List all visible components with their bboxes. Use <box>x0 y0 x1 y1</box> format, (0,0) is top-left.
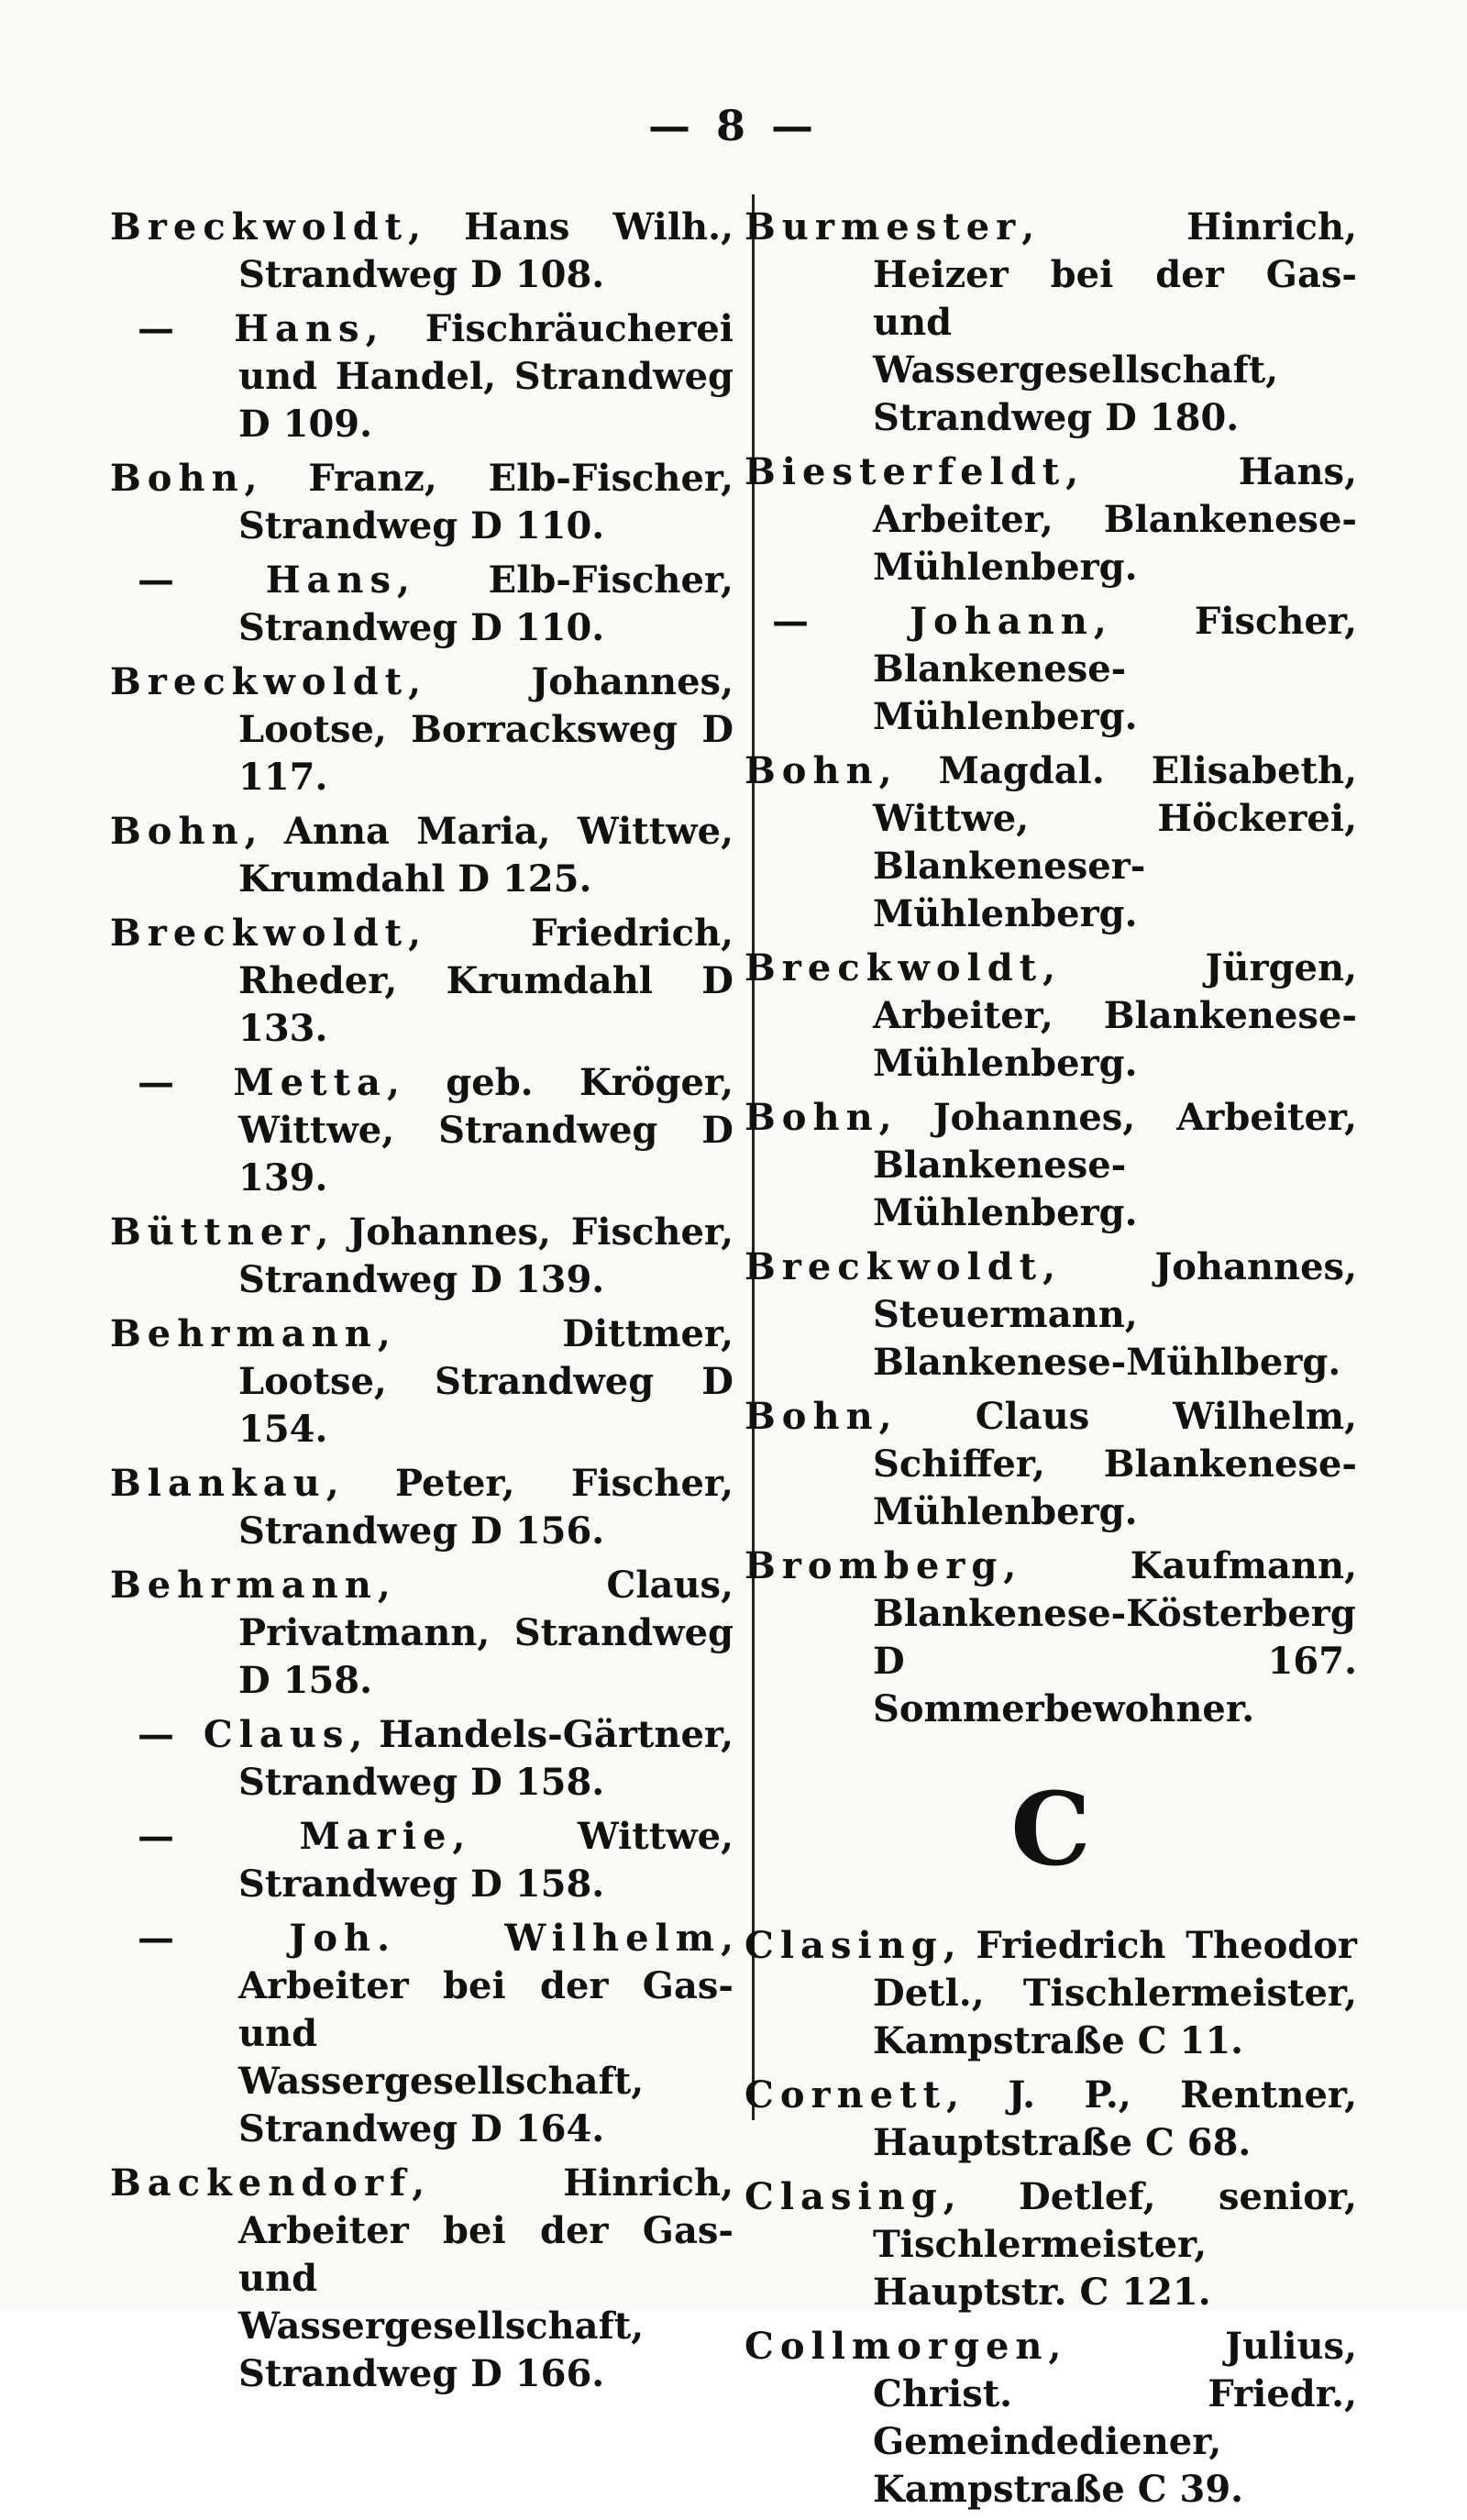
entry-details: , Peter, Fischer, Strandweg D 156. <box>238 1462 734 1553</box>
entry-surname: — Metta <box>138 1061 387 1104</box>
entry-text <box>745 598 1357 741</box>
entry-text <box>745 1393 1357 1536</box>
left-column <box>110 204 734 2404</box>
directory-entry <box>110 1915 734 2153</box>
entry-surname: Burmester <box>745 205 1022 249</box>
directory-entry <box>110 2160 734 2398</box>
entry-surname: Biesterfeldt <box>745 450 1066 493</box>
directory-entry <box>110 1460 734 1555</box>
directory-entry <box>110 1711 734 1807</box>
entry-text <box>110 1813 734 1908</box>
entry-surname: Behrmann <box>110 1564 378 1607</box>
directory-entry <box>110 204 734 299</box>
entry-surname: — Marie <box>138 1815 453 1858</box>
directory-entry <box>745 2323 1357 2514</box>
entry-details: , Fischer, Blankenese-Mühlenberg. <box>873 600 1357 738</box>
directory-entry <box>745 945 1357 1088</box>
entry-text <box>110 808 734 903</box>
entry-details: , Magdal. Elisabeth, Wittwe, Höckerei, Blankeneser-Mühlenberg. <box>873 749 1357 935</box>
entry-surname: Breckwoldt <box>745 1245 1043 1288</box>
entry-text <box>110 1310 734 1453</box>
right-column <box>745 204 1357 2520</box>
entry-text <box>745 2323 1357 2514</box>
entry-text <box>110 557 734 652</box>
entry-details: , Friedrich Theodor Detl., Tischlermeister, Kampstraße C 11. <box>873 1924 1357 2062</box>
entry-details: , Handels-Gärtner, Strandweg D 158. <box>238 1713 734 1804</box>
entry-surname: Bohn <box>110 810 245 853</box>
entry-details: , Anna Maria, Wittwe, Krumdahl D 125. <box>238 810 734 901</box>
entry-text <box>745 1922 1357 2065</box>
entry-details: , Johannes, Lootse, Borracksweg D 117. <box>238 660 734 799</box>
entry-text <box>110 2160 734 2398</box>
entry-details: , geb. Kröger, Wittwe, Strandweg D 139. <box>238 1061 734 1199</box>
entry-surname: Breckwoldt <box>745 946 1043 989</box>
entry-text <box>745 1243 1357 1387</box>
entry-text <box>110 1562 734 1705</box>
entry-text <box>110 204 734 299</box>
entry-text <box>745 747 1357 938</box>
entry-surname: — Claus <box>138 1713 350 1756</box>
directory-entry <box>110 1562 734 1705</box>
directory-entry <box>745 2173 1357 2316</box>
entry-surname: Behrmann <box>110 1312 378 1355</box>
entry-text <box>110 1915 734 2153</box>
entry-surname: Backendorf <box>110 2161 413 2205</box>
entry-details: , Kaufmann, Blankenese-Kösterberg D 167. Sommerbewohner. <box>873 1544 1357 1730</box>
entry-surname: Bohn <box>745 749 879 792</box>
entry-text <box>110 1711 734 1807</box>
directory-entry <box>745 1393 1357 1536</box>
entry-surname: Büttner <box>110 1210 316 1254</box>
directory-entry <box>110 910 734 1053</box>
entry-surname: Breckwoldt <box>110 205 409 249</box>
directory-entry <box>110 455 734 550</box>
section-letter: C <box>1010 1770 1091 1888</box>
entry-surname: — Joh. Wilhelm <box>138 1917 722 1960</box>
entry-text <box>745 204 1357 442</box>
entry-details: , Johannes, Fischer, Strandweg D 139. <box>238 1210 734 1301</box>
entry-details: , Jürgen, Arbeiter, Blankenese-Mühlenberg. <box>873 946 1357 1085</box>
entry-text <box>110 910 734 1053</box>
entry-details: , Wittwe, Strandweg D 158. <box>238 1815 734 1906</box>
entry-text <box>745 1094 1357 1237</box>
entry-details: , Hinrich, Heizer bei der Gas- und Wassergesellschaft, Strandweg D 180. <box>873 205 1357 439</box>
entry-text <box>110 658 734 801</box>
entry-text <box>110 1209 734 1304</box>
directory-entry <box>745 448 1357 591</box>
directory-entry <box>110 658 734 801</box>
entry-text <box>745 2072 1357 2167</box>
entry-surname: Breckwoldt <box>110 660 409 703</box>
directory-entry <box>110 1813 734 1908</box>
entry-details: , Hinrich, Arbeiter bei der Gas- und Wassergesellschaft, Strandweg D 166. <box>238 2161 734 2395</box>
entry-surname: — Johann <box>772 600 1094 643</box>
entry-details: , Friedrich, Rheder, Krumdahl D 133. <box>238 912 734 1050</box>
entry-surname: Clasing <box>745 1924 943 1967</box>
entry-details: , Johannes, Steuermann, Blankenese-Mühlberg. <box>873 1245 1357 1384</box>
entry-surname: — Hans <box>138 307 366 350</box>
entry-surname: Bohn <box>110 457 245 500</box>
entry-details: , Detlef, senior, Tischlermeister, Hauptstr. C 121. <box>873 2175 1357 2314</box>
entry-text <box>110 305 734 448</box>
entry-text <box>110 1059 734 1202</box>
directory-entry <box>745 1243 1357 1387</box>
entry-details: , J. P., Rentner, Hauptstraße C 68. <box>873 2073 1357 2164</box>
entry-details: , Claus Wilhelm, Schiffer, Blankenese-Mühlenberg. <box>873 1395 1357 1533</box>
entry-text <box>745 945 1357 1088</box>
entry-text <box>745 1542 1357 1733</box>
directory-entry <box>745 1922 1357 2065</box>
entry-details: , Hans, Arbeiter, Blankenese-Mühlenberg. <box>873 450 1357 589</box>
entry-surname: Bromberg <box>745 1544 1004 1587</box>
directory-entry <box>110 808 734 903</box>
entry-details: , Arbeiter bei der Gas- und Wassergesellschaft, Strandweg D 164. <box>238 1917 734 2150</box>
directory-entry <box>745 747 1357 938</box>
entry-details: , Claus, Privatmann, Strandweg D 158. <box>238 1564 734 1702</box>
entry-surname: Breckwoldt <box>110 912 409 955</box>
entry-surname: Cornett <box>745 2073 947 2117</box>
entry-text <box>110 455 734 550</box>
entry-text <box>745 2173 1357 2316</box>
directory-entry <box>110 1209 734 1304</box>
directory-entry <box>110 1059 734 1202</box>
entry-surname: Bohn <box>745 1096 879 1139</box>
entry-text <box>745 448 1357 591</box>
directory-entry <box>745 598 1357 741</box>
directory-entry <box>745 2072 1357 2167</box>
directory-entry <box>110 305 734 448</box>
entry-text <box>110 1460 734 1555</box>
entry-surname: Bohn <box>745 1395 879 1438</box>
directory-entry <box>110 1310 734 1453</box>
entry-details: , Franz, Elb-Fischer, Strandweg D 110. <box>238 457 734 547</box>
entry-details: , Dittmer, Lootse, Strandweg D 154. <box>238 1312 734 1451</box>
entry-surname: Clasing <box>745 2175 943 2218</box>
entry-surname: — Hans <box>138 558 398 602</box>
entry-details: , Johannes, Arbeiter, Blankenese-Mühlenberg. <box>873 1096 1357 1234</box>
entry-surname: Blankau <box>110 1462 326 1505</box>
page-number: — 8 — <box>647 101 820 150</box>
entry-details: , Julius, Christ. Friedr., Gemeindediener, Kampstraße C 39. <box>873 2325 1357 2511</box>
entry-details: , Hans Wilh., Strandweg D 108. <box>238 205 734 296</box>
directory-entry <box>110 557 734 652</box>
directory-entry <box>745 1542 1357 1733</box>
directory-entry <box>745 1094 1357 1237</box>
entry-surname: Collmorgen <box>745 2325 1049 2368</box>
entry-details: , Elb-Fischer, Strandweg D 110. <box>238 558 734 649</box>
directory-entry <box>745 204 1357 442</box>
entry-details: , Fischräucherei und Handel, Strandweg D 109. <box>238 307 734 446</box>
